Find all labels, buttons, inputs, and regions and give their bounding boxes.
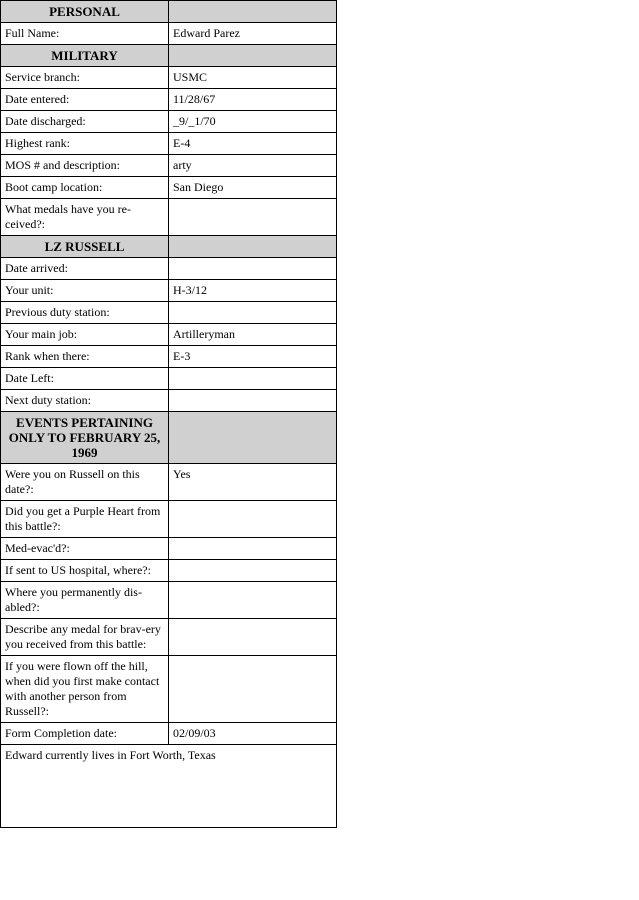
field-label: Boot camp location:: [1, 177, 169, 199]
field-label: MOS # and description:: [1, 155, 169, 177]
form-row: [1, 111, 337, 133]
note-text: Edward currently lives in Fort Worth, Texas: [1, 745, 337, 828]
field-value: [169, 390, 337, 412]
note-row: [1, 745, 337, 828]
field-label: Describe any medal for brav-ery you received from this battle:: [1, 619, 169, 656]
form-row: [1, 280, 337, 302]
section-title: PERSONAL: [1, 1, 169, 23]
field-value: [169, 656, 337, 723]
form-row: [1, 501, 337, 538]
field-value: E-3: [169, 346, 337, 368]
field-label: Full Name:: [1, 23, 169, 45]
field-value: [169, 501, 337, 538]
field-value: [169, 258, 337, 280]
section-header-lz-russell: [1, 236, 337, 258]
field-label: Your unit:: [1, 280, 169, 302]
field-label: Did you get a Purple Heart from this battle?:: [1, 501, 169, 538]
form-row: [1, 723, 337, 745]
field-value: Edward Parez: [169, 23, 337, 45]
field-value: Yes: [169, 464, 337, 501]
field-label: Date discharged:: [1, 111, 169, 133]
field-value: E-4: [169, 133, 337, 155]
field-value: [169, 560, 337, 582]
form-row: [1, 177, 337, 199]
section-header-events-pertaining-only-to-february-25-1969: [1, 412, 337, 464]
field-value: [169, 302, 337, 324]
field-label: Previous duty station:: [1, 302, 169, 324]
section-header-personal: [1, 1, 337, 23]
field-label: Form Completion date:: [1, 723, 169, 745]
form-row: [1, 133, 337, 155]
form-row: [1, 560, 337, 582]
field-value: San Diego: [169, 177, 337, 199]
questionnaire-form: [0, 0, 337, 828]
field-label: Date Left:: [1, 368, 169, 390]
form-row: [1, 23, 337, 45]
field-label: Were you on Russell on this date?:: [1, 464, 169, 501]
section-title: EVENTS PERTAINING ONLY TO FEBRUARY 25, 1969: [1, 412, 169, 464]
field-label: If you were flown off the hill, when did you first make contact with another person from Russell?:: [1, 656, 169, 723]
field-value: H-3/12: [169, 280, 337, 302]
field-value: [169, 199, 337, 236]
form-row: [1, 199, 337, 236]
form-row: [1, 656, 337, 723]
form-row: [1, 619, 337, 656]
form-row: [1, 346, 337, 368]
field-label: Med-evac'd?:: [1, 538, 169, 560]
field-value: [169, 619, 337, 656]
section-header-military: [1, 45, 337, 67]
field-value: arty: [169, 155, 337, 177]
form-row: [1, 324, 337, 346]
form-row: [1, 538, 337, 560]
field-value: 11/28/67: [169, 89, 337, 111]
field-label: Service branch:: [1, 67, 169, 89]
form-row: [1, 67, 337, 89]
section-header-blank-cell: [169, 412, 337, 464]
field-label: If sent to US hospital, where?:: [1, 560, 169, 582]
form-row: [1, 464, 337, 501]
field-value: Artilleryman: [169, 324, 337, 346]
section-header-blank-cell: [169, 1, 337, 23]
section-title: MILITARY: [1, 45, 169, 67]
field-label: Next duty station:: [1, 390, 169, 412]
form-row: [1, 258, 337, 280]
form-row: [1, 155, 337, 177]
section-header-blank-cell: [169, 236, 337, 258]
field-label: What medals have you re-ceived?:: [1, 199, 169, 236]
field-label: Highest rank:: [1, 133, 169, 155]
field-label: Where you permanently dis-abled?:: [1, 582, 169, 619]
form-row: [1, 368, 337, 390]
field-label: Date arrived:: [1, 258, 169, 280]
section-header-blank-cell: [169, 45, 337, 67]
field-value: 02/09/03: [169, 723, 337, 745]
form-row: [1, 302, 337, 324]
section-title: LZ RUSSELL: [1, 236, 169, 258]
field-value: [169, 368, 337, 390]
field-label: Date entered:: [1, 89, 169, 111]
form-row: [1, 89, 337, 111]
field-label: Your main job:: [1, 324, 169, 346]
field-value: _9/_1/70: [169, 111, 337, 133]
field-value: USMC: [169, 67, 337, 89]
field-value: [169, 582, 337, 619]
form-row: [1, 582, 337, 619]
form-body: [1, 1, 337, 828]
field-value: [169, 538, 337, 560]
form-row: [1, 390, 337, 412]
field-label: Rank when there:: [1, 346, 169, 368]
